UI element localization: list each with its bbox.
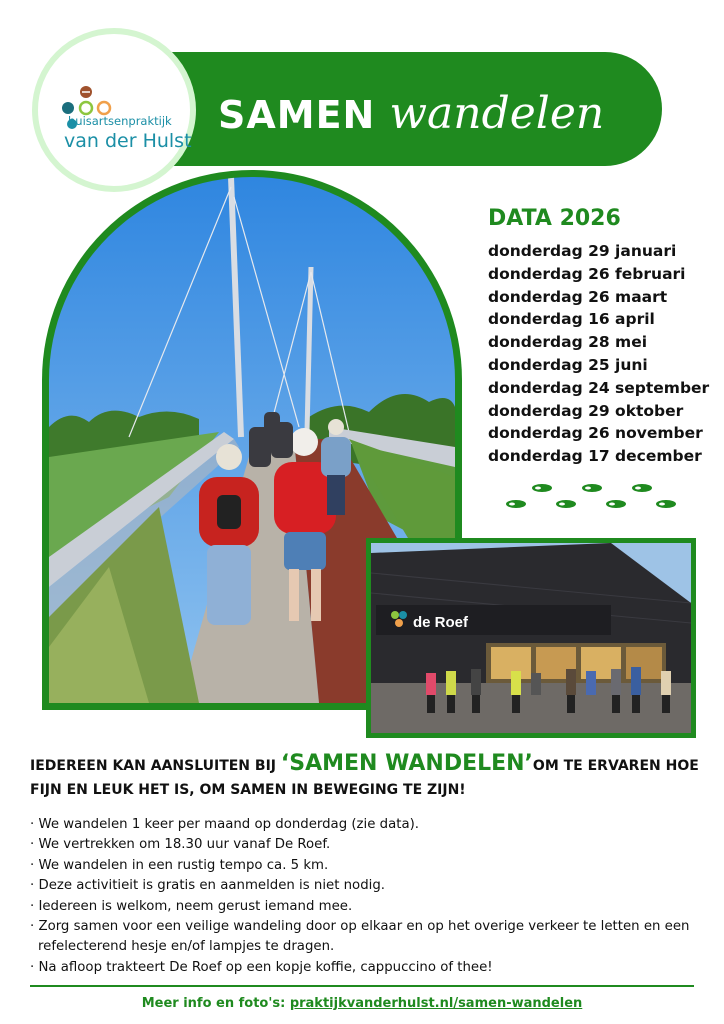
footer-info bbox=[0, 996, 724, 1011]
logo-line2: van der Hulst bbox=[64, 130, 192, 152]
list-item: · We vertrekken om 18.30 uur vanaf De Roef. bbox=[30, 837, 331, 853]
intro-text bbox=[30, 752, 710, 802]
de-roef-photo-frame bbox=[366, 538, 696, 738]
website-link[interactable]: praktijkvanderhulst.nl/samen-wandelen bbox=[289, 996, 583, 1011]
list-item: · We wandelen in een rustig tempo ca. 5 km. bbox=[30, 857, 329, 873]
date-item: donderdag 26 november bbox=[488, 424, 703, 443]
date-item: donderdag 16 april bbox=[488, 310, 655, 329]
de-roef-photo bbox=[371, 543, 691, 733]
date-item: donderdag 29 januari bbox=[488, 242, 677, 260]
title-script: wandelen bbox=[389, 88, 605, 139]
list-item: · Na afloop trakteert De Roef op een kopje koffie, cappuccino of thee! bbox=[30, 959, 493, 975]
list-item: · Zorg samen voor een veilige wandeling door op elkaar en op het overige verkeer te letten en een refelecterend hesje en/of lampjes te dragen. bbox=[30, 919, 690, 955]
date-item: donderdag 26 februari bbox=[488, 264, 686, 283]
intro-part1: IEDEREEN KAN AANSLUITEN BIJ bbox=[30, 758, 281, 774]
date-item: donderdag 28 mei bbox=[488, 333, 648, 352]
intro-highlight: ‘SAMEN WANDELEN’ bbox=[280, 751, 533, 776]
dates-title: DATA 2026 bbox=[488, 206, 621, 231]
footer-prefix: Meer info en foto's: bbox=[141, 996, 290, 1011]
footer-divider bbox=[30, 985, 694, 987]
footprints-icon bbox=[500, 480, 680, 516]
logo-line1: huisartsenpraktijk bbox=[68, 114, 172, 128]
date-item: donderdag 17 december bbox=[488, 447, 702, 466]
dates-list bbox=[488, 240, 709, 468]
list-item: · Deze activitieit is gratis en aanmelden is niet nodig. bbox=[30, 878, 385, 894]
de-roef-building-image bbox=[371, 543, 691, 733]
de-roef-sign: de Roef bbox=[413, 614, 469, 631]
page-title bbox=[218, 88, 604, 139]
date-item: donderdag 24 september bbox=[488, 378, 710, 397]
practice-logo bbox=[32, 28, 196, 192]
date-item: donderdag 26 maart bbox=[488, 287, 668, 306]
list-item: · Iedereen is welkom, neem gerust iemand mee. bbox=[30, 898, 353, 914]
date-item: donderdag 25 juni bbox=[488, 355, 648, 374]
list-item: · We wandelen 1 keer per maand op donderdag (zie data). bbox=[30, 817, 420, 832]
info-bullets bbox=[30, 815, 710, 978]
title-bold: SAMEN bbox=[218, 93, 376, 137]
intro-part2: OM TE ERVAREN HOE FIJN EN LEUK HET IS, OM SAMEN IN BEWEGING TE ZIJN! bbox=[30, 758, 699, 798]
date-item: donderdag 29 oktober bbox=[488, 401, 684, 420]
